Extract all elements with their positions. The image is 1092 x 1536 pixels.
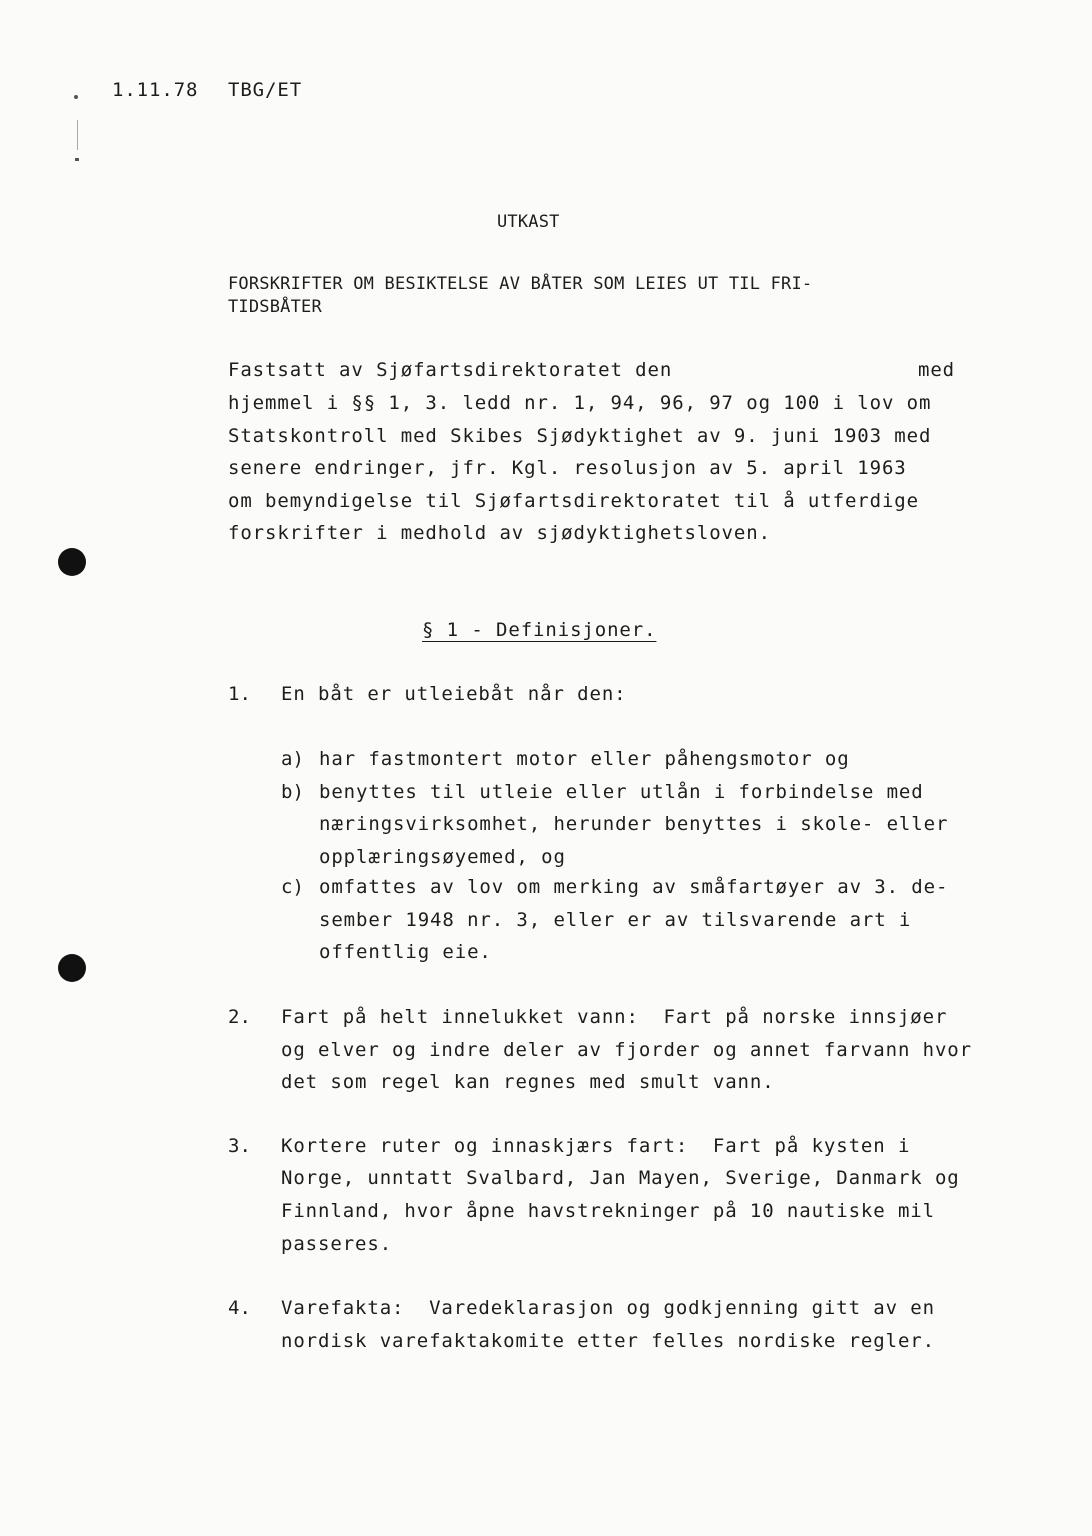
intro-line: senere endringer, jfr. Kgl. resolusjon av 5. april 1963 <box>228 457 907 479</box>
subitem-line: opplæringsøyemed, og <box>319 846 566 868</box>
margin-mark <box>75 158 79 161</box>
subitem-line: næringsvirksomhet, herunder benyttes i skole- eller <box>319 813 949 835</box>
item-line: Finnland, hvor åpne havstrekninger på 10 nautiske mil <box>281 1200 935 1222</box>
intro-line: hjemmel i §§ 1, 3. ledd nr. 1, 94, 96, 97 og 100 i lov om <box>228 392 932 414</box>
subitem-line: offentlig eie. <box>319 941 492 963</box>
intro-line-end: med <box>918 359 956 381</box>
document-subtitle-line: FORSKRIFTER OM BESIKTELSE AV BÅTER SOM LEIES UT TIL FRI- <box>228 274 813 294</box>
punch-hole-bottom <box>58 954 86 982</box>
subitem-label: c) <box>281 876 304 898</box>
subitem-line: benyttes til utleie eller utlån i forbindelse med <box>319 781 924 803</box>
punch-hole-top <box>58 548 86 576</box>
item-line: nordisk varefaktakomite etter felles nordiske regler. <box>281 1330 935 1352</box>
item-line: Varefakta: Varedeklarasjon og godkjenning gitt av en <box>281 1297 935 1319</box>
item-line: det som regel kan regnes med smult vann. <box>281 1071 775 1093</box>
document-title: UTKAST <box>497 212 560 232</box>
subitem-label: b) <box>281 781 304 803</box>
item-text: En båt er utleiebåt når den: <box>281 683 627 705</box>
intro-line: forskrifter i medhold av sjødyktighetsloven. <box>228 522 771 544</box>
item-number: 1. <box>228 683 251 705</box>
document-subtitle-line: TIDSBÅTER <box>228 297 322 317</box>
subitem-line: sember 1948 nr. 3, eller er av tilsvarende art i <box>319 909 912 931</box>
intro-line: Statskontroll med Skibes Sjødyktighet av 9. juni 1903 med <box>228 425 932 447</box>
item-line: Fart på helt innelukket vann: Fart på norske innsjøer <box>281 1006 948 1028</box>
item-line: og elver og indre deler av fjorder og annet farvann hvor <box>281 1039 972 1061</box>
margin-mark <box>77 120 78 150</box>
item-number: 2. <box>228 1006 251 1028</box>
margin-mark <box>74 95 78 99</box>
subitem-line: omfattes av lov om merking av småfartøyer av 3. de- <box>319 876 949 898</box>
intro-line: om bemyndigelse til Sjøfartsdirektoratet til å utferdige <box>228 490 919 512</box>
item-number: 4. <box>228 1297 251 1319</box>
intro-line: Fastsatt av Sjøfartsdirektoratet den <box>228 359 673 381</box>
subitem-line: har fastmontert motor eller påhengsmotor og <box>319 748 850 770</box>
document-reference: TBG/ET <box>228 79 303 101</box>
subitem-label: a) <box>281 748 304 770</box>
item-line: Kortere ruter og innaskjærs fart: Fart på kysten i <box>281 1135 911 1157</box>
item-number: 3. <box>228 1135 251 1157</box>
section-heading: § 1 - Definisjoner. <box>422 619 657 641</box>
item-line: passeres. <box>281 1233 393 1255</box>
item-line: Norge, unntatt Svalbard, Jan Mayen, Sverige, Danmark og <box>281 1167 960 1189</box>
document-date: 1.11.78 <box>112 79 199 101</box>
